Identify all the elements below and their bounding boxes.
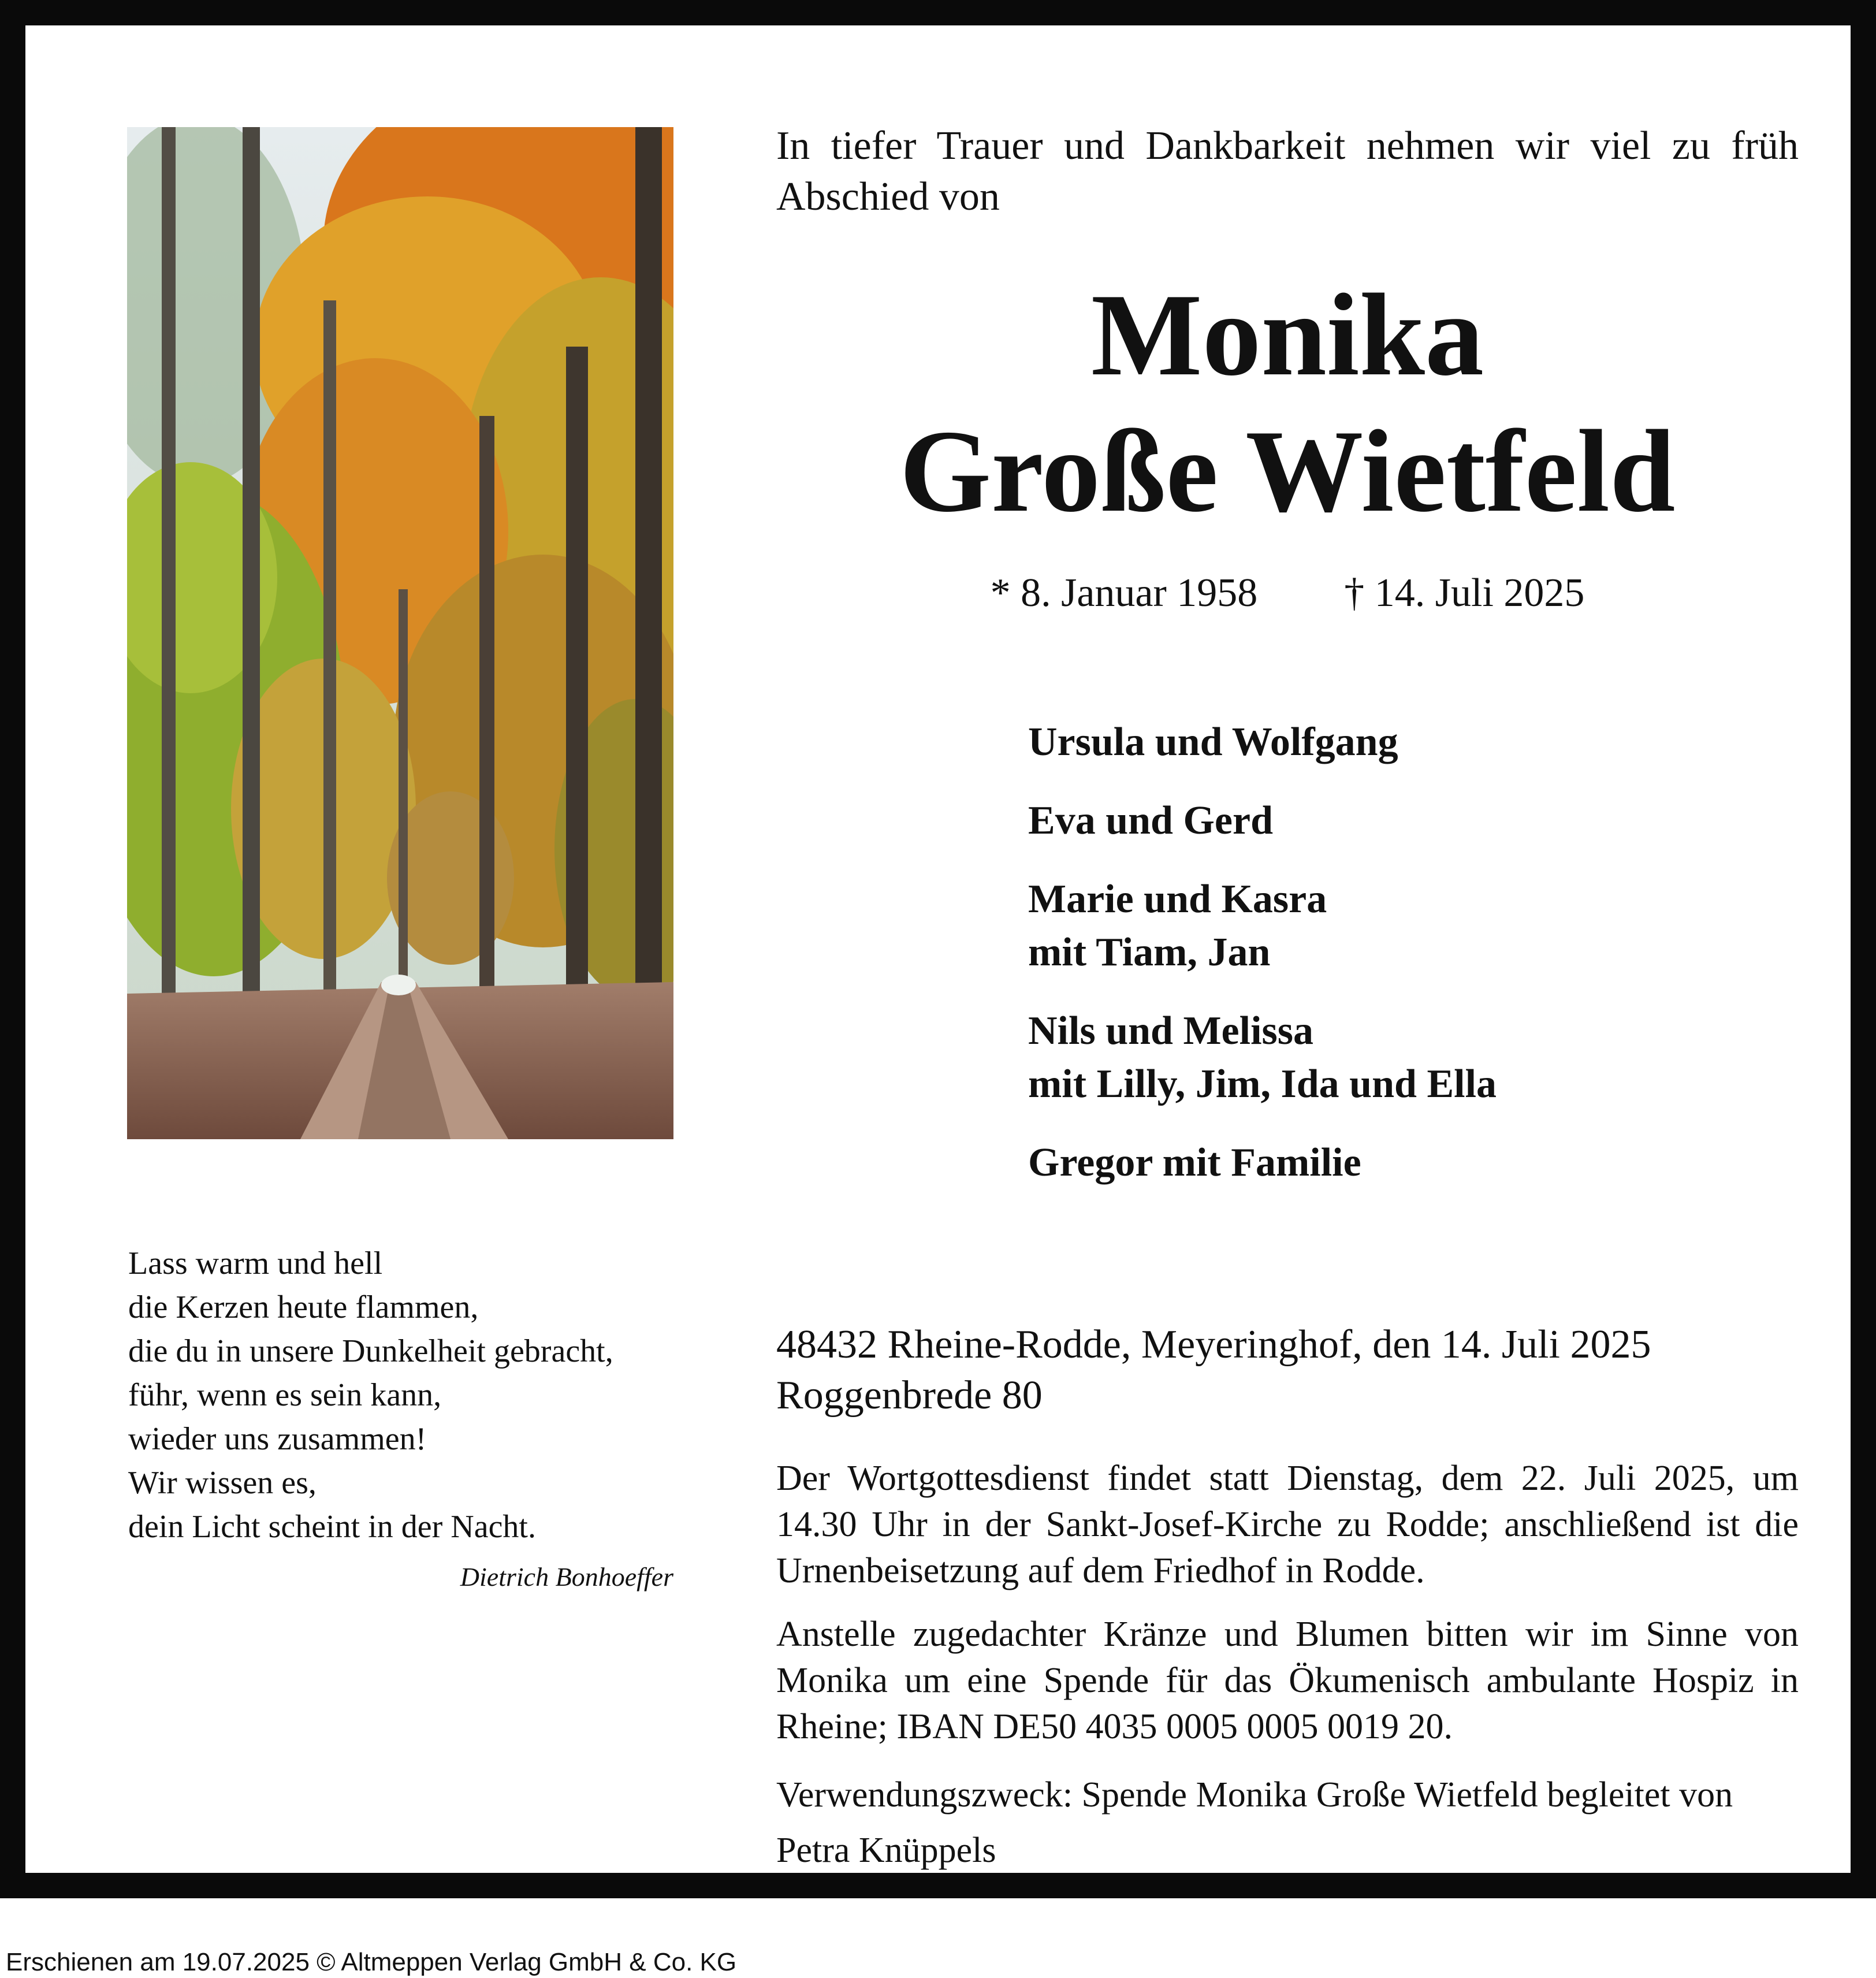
- poem-line: dein Licht scheint in der Nacht.: [128, 1509, 536, 1545]
- mourner-line: Ursula und Wolfgang: [1028, 720, 1398, 764]
- poem: [128, 1241, 683, 1549]
- forest-path-image: [127, 127, 673, 1139]
- mourner-line: mit Tiam, Jan: [1028, 930, 1271, 975]
- last-name: Große Wietfeld: [899, 406, 1676, 537]
- mourner-group: [1028, 716, 1721, 769]
- mourner-line: Eva und Gerd: [1028, 798, 1273, 843]
- poem-line: die du in unsere Dunkelheit gebracht,: [128, 1333, 613, 1369]
- service-info: Der Wortgottesdienst findet statt Dienstag, dem 22. Juli 2025, um 14.30 Uhr in der Sankt-Josef-Kirche zu Rodde; anschließend ist die Urnenbeisetzung auf dem Friedhof in Rodde.: [776, 1459, 1799, 1590]
- mourner-line: Marie und Kasra: [1028, 877, 1327, 921]
- mourners-list: [1028, 716, 1721, 1215]
- publication-footer: Erschienen am 19.07.2025 © Altmeppen Verlag GmbH & Co. KG: [6, 1948, 737, 1976]
- donation-info: Anstelle zugedachter Kränze und Blumen bitten wir im Sinne von Monika um eine Spende für das Ökumenisch ambulante Hospiz in Rheine; IBAN DE50 4035 0005 0005 0019 20.: [776, 1615, 1799, 1746]
- poem-line: die Kerzen heute flammen,: [128, 1289, 479, 1325]
- life-dates: [776, 567, 1799, 619]
- poem-line: führ, wenn es sein kann,: [128, 1377, 442, 1413]
- mourner-line: Nils und Melissa: [1028, 1009, 1313, 1053]
- mourner-line: mit Lilly, Jim, Ida und Ella: [1028, 1062, 1497, 1106]
- poem-line: Lass warm und hell: [128, 1245, 383, 1281]
- mourner-group: [1028, 1136, 1721, 1189]
- poem-author: Dietrich Bonhoeffer: [460, 1562, 673, 1592]
- first-name: Monika: [1090, 270, 1484, 400]
- poem-line: wieder uns zusammen!: [128, 1421, 427, 1457]
- poem-line: Wir wissen es,: [128, 1465, 317, 1501]
- mourner-group: [1028, 794, 1721, 847]
- intro-text: In tiefer Trauer und Dankbarkeit nehmen wir viel zu früh Abschied von: [776, 124, 1799, 219]
- mourner-group: [1028, 873, 1721, 979]
- mourner-group: [1028, 1005, 1721, 1111]
- place-and-address: [776, 1319, 1799, 1421]
- donation-purpose: Verwendungszweck: Spende Monika Große Wietfeld begleitet von Petra Knüppels: [776, 1775, 1733, 1870]
- deceased-name: [776, 267, 1799, 540]
- mourner-line: Gregor mit Familie: [1028, 1140, 1361, 1185]
- street-address: Roggenbrede 80: [776, 1373, 1043, 1418]
- birth-date: * 8. Januar 1958: [990, 571, 1258, 615]
- autumn-forest-photo: [127, 127, 673, 1139]
- place-date-line: 48432 Rheine-Rodde, Meyeringhof, den 14. Juli 2025: [776, 1322, 1651, 1367]
- death-date: † 14. Juli 2025: [1344, 571, 1585, 615]
